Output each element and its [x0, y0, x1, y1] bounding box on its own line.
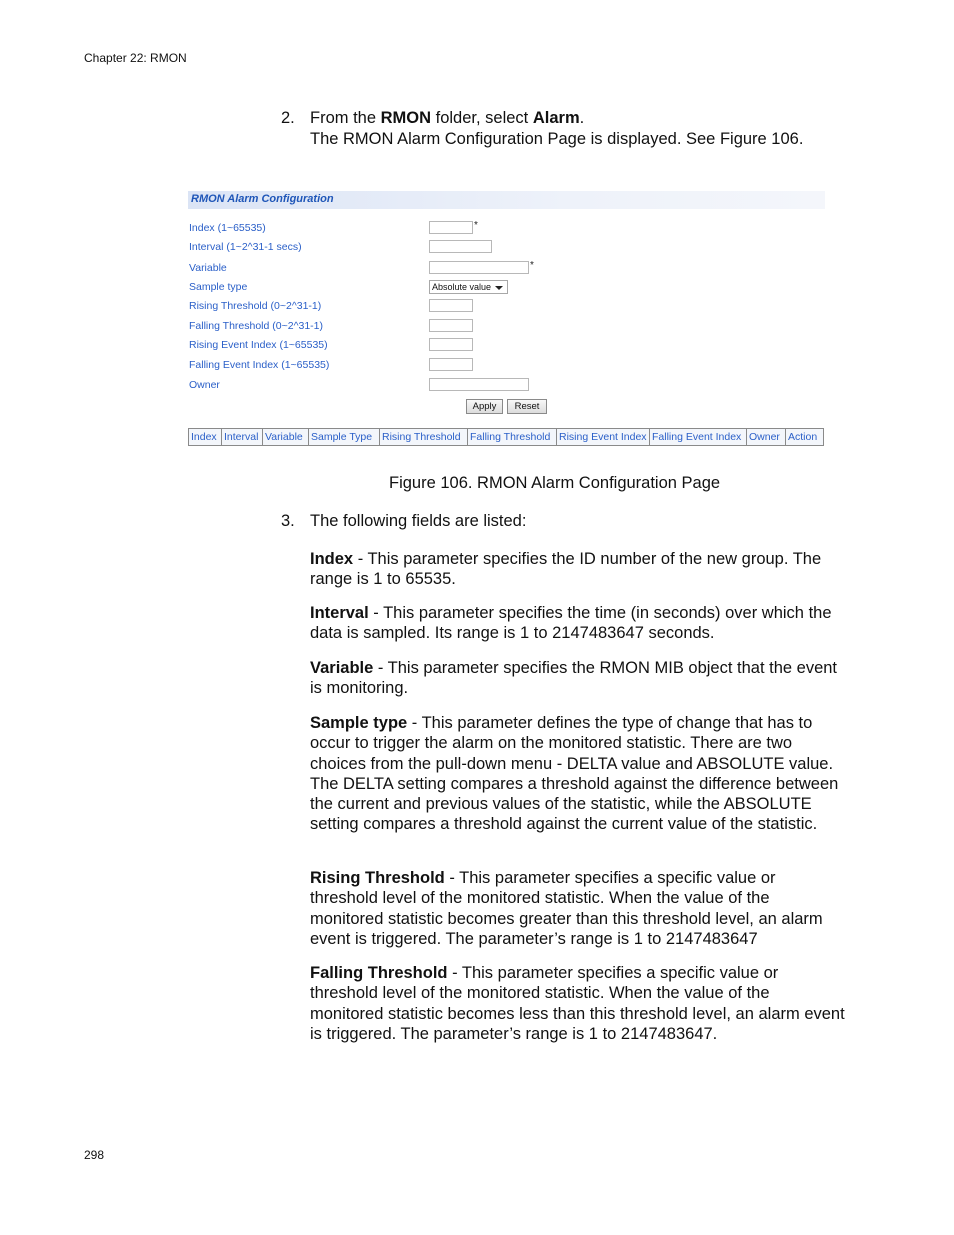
desc-text: - This parameter specifies a specific value or threshold level of the monitored statistic. When the value of the monitored statistic becomes greater than this threshold level, an alarm event is triggered. The parameter’s range is 1 to 2147483647: [310, 869, 823, 948]
step-2-suffix: .: [579, 109, 585, 127]
alarm-term: Alarm: [532, 109, 580, 127]
desc-term: Variable: [310, 659, 374, 677]
variable-label: Variable: [189, 262, 227, 274]
desc-text: - This parameter specifies the RMON MIB object that the event is monitoring.: [310, 659, 838, 698]
index-input[interactable]: [429, 221, 473, 234]
page-number: 298: [84, 1148, 105, 1162]
desc-falling-threshold: [310, 963, 845, 1044]
apply-button[interactable]: Apply: [466, 399, 503, 414]
col-variable[interactable]: Variable: [263, 429, 309, 445]
desc-interval: [310, 603, 845, 644]
col-falling-event-index[interactable]: Falling Event Index: [650, 429, 747, 445]
chevron-down-icon: [495, 286, 503, 290]
rmon-folder-term: RMON: [380, 109, 432, 127]
owner-input[interactable]: [429, 378, 529, 391]
rmon-alarm-config-figure: [188, 191, 825, 447]
desc-rising-threshold: [310, 868, 845, 949]
col-rising-threshold[interactable]: Rising Threshold: [380, 429, 468, 445]
falling-event-index-label: Falling Event Index (1~65535): [189, 359, 330, 371]
desc-text: - This parameter defines the type of change that has to occur to trigger the alarm on the monitored statistic. There are two choices from the pull-down menu - DELTA value and ABSOLUTE value. The DELTA setting compares a threshold against the difference between the current and previous values of the statistic, while the ABSOLUTE setting compares a threshold against the current value of the statistic.: [310, 714, 839, 834]
step-2-mid: folder, select: [431, 109, 533, 127]
desc-text: - This parameter specifies the time (in seconds) over which the data is sampled. Its range is 1 to 2147483647 seconds.: [310, 604, 832, 643]
panel-title-bar: [188, 191, 825, 209]
sample-type-value: Absolute value: [432, 282, 492, 292]
col-interval[interactable]: Interval: [222, 429, 263, 445]
rising-threshold-label: Rising Threshold (0~2^31-1): [189, 300, 322, 312]
step-3-number: 3.: [281, 512, 295, 530]
step-3-text: The following fields are listed:: [310, 512, 527, 530]
col-sample-type[interactable]: Sample Type: [309, 429, 380, 445]
desc-term: Sample type: [310, 714, 408, 732]
chapter-header: Chapter 22: RMON: [84, 51, 187, 65]
step-2-text: [310, 108, 584, 129]
reset-button[interactable]: Reset: [507, 399, 547, 414]
sample-type-select[interactable]: [429, 280, 508, 294]
panel-title: RMON Alarm Configuration: [191, 193, 334, 205]
desc-term: Falling Threshold: [310, 964, 448, 982]
desc-term: Index: [310, 550, 354, 568]
col-action[interactable]: Action: [788, 431, 818, 443]
rising-event-index-input[interactable]: [429, 338, 473, 351]
col-falling-threshold[interactable]: Falling Threshold: [468, 429, 557, 445]
alarm-table-header: [188, 428, 824, 446]
sample-type-label: Sample type: [189, 281, 248, 293]
desc-sample-type: [310, 713, 845, 835]
desc-text: - This parameter specifies a specific value or threshold level of the monitored statistic. When the value of the monitored statistic becomes less than this threshold level, an alarm event is triggered. The parameter’s range is 1 to 2147483647.: [310, 964, 845, 1043]
rising-threshold-input[interactable]: [429, 299, 473, 312]
falling-event-index-input[interactable]: [429, 358, 473, 371]
step-2-line2: The RMON Alarm Configuration Page is displayed. See Figure 106.: [310, 130, 804, 148]
interval-input[interactable]: [429, 240, 492, 253]
col-index[interactable]: Index: [189, 429, 222, 445]
desc-term: Interval: [310, 604, 369, 622]
col-rising-event-index[interactable]: Rising Event Index: [557, 429, 650, 445]
falling-threshold-label: Falling Threshold (0~2^31-1): [189, 320, 324, 332]
desc-term: Rising Threshold: [310, 869, 445, 887]
falling-threshold-input[interactable]: [429, 319, 473, 332]
step-2-prefix: From the: [310, 109, 381, 127]
interval-label: Interval (1~2^31-1 secs): [189, 241, 302, 253]
variable-required-mark: *: [530, 260, 534, 271]
desc-variable: [310, 658, 845, 699]
col-owner[interactable]: Owner: [747, 429, 786, 445]
desc-index: [310, 549, 845, 590]
owner-label: Owner: [189, 379, 220, 391]
index-required-mark: *: [474, 220, 478, 231]
figure-caption: Figure 106. RMON Alarm Configuration Page: [389, 474, 721, 492]
variable-input[interactable]: [429, 261, 529, 274]
desc-text: - This parameter specifies the ID number of the new group. The range is 1 to 65535.: [310, 550, 822, 589]
rising-event-index-label: Rising Event Index (1~65535): [189, 339, 328, 351]
step-2-number: 2.: [281, 109, 295, 127]
index-label: Index (1~65535): [189, 222, 266, 234]
